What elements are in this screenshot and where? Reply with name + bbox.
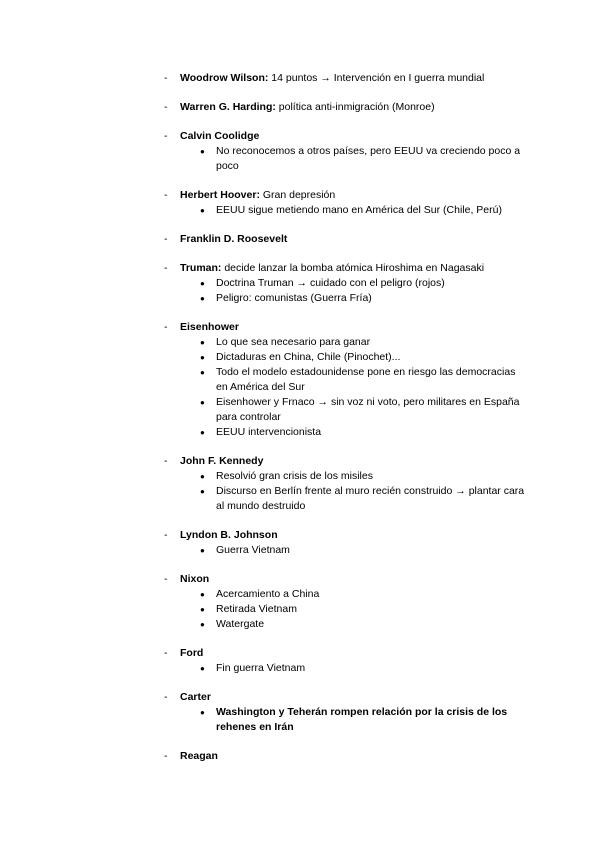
bullet-list bbox=[0, 587, 600, 632]
president-heading bbox=[0, 572, 600, 587]
bullet-text: Acercamiento a China bbox=[216, 588, 320, 600]
bullet-icon: ● bbox=[200, 472, 205, 481]
president-entry bbox=[0, 320, 600, 440]
bullet-icon: ● bbox=[200, 206, 205, 215]
president-list bbox=[0, 71, 600, 778]
bullet-list bbox=[0, 705, 600, 735]
president-entry bbox=[0, 188, 600, 218]
bullet-icon: ● bbox=[200, 664, 205, 673]
bullet-list bbox=[0, 276, 600, 306]
bullet-list bbox=[0, 543, 600, 558]
list-dash-marker: - bbox=[164, 101, 168, 113]
president-name: Lyndon B. Johnson bbox=[180, 529, 278, 541]
president-entry bbox=[0, 100, 600, 115]
president-description: decide lanzar la bomba atómica Hiroshima en Nagasaki bbox=[221, 262, 485, 274]
list-dash-marker: - bbox=[164, 455, 168, 467]
president-heading bbox=[0, 690, 600, 705]
bullet-list bbox=[0, 203, 600, 218]
bullet-text: Eisenhower y Frnaco → sin voz ni voto, pero militares en España para controlar bbox=[216, 396, 520, 423]
list-dash-marker: - bbox=[164, 647, 168, 659]
bullet-icon: ● bbox=[200, 428, 205, 437]
bullet-icon: ● bbox=[200, 338, 205, 347]
president-name: Nixon bbox=[180, 573, 210, 585]
president-heading bbox=[0, 646, 600, 661]
president-name: Calvin Coolidge bbox=[180, 130, 260, 142]
president-heading bbox=[0, 188, 600, 203]
president-description: política anti-inmigración (Monroe) bbox=[275, 101, 435, 113]
president-heading bbox=[0, 129, 600, 144]
president-heading bbox=[0, 232, 600, 247]
president-heading bbox=[0, 320, 600, 335]
bullet-text: EEUU intervencionista bbox=[216, 426, 322, 438]
bullet-text: Guerra Vietnam bbox=[216, 544, 290, 556]
bullet-icon: ● bbox=[200, 368, 205, 377]
president-name: Herbert Hoover: bbox=[180, 189, 260, 201]
president-entry bbox=[0, 71, 600, 86]
bullet-icon: ● bbox=[200, 708, 205, 717]
bullet-text: Peligro: comunistas (Guerra Fría) bbox=[216, 292, 372, 304]
president-name: Warren G. Harding: bbox=[180, 101, 276, 113]
bullet-text: Discurso en Berlín frente al muro recién construido → plantar cara al mundo destruido bbox=[216, 485, 525, 512]
bullet-icon: ● bbox=[200, 605, 205, 614]
bullet-item bbox=[0, 543, 600, 558]
bullet-text: Watergate bbox=[216, 618, 265, 630]
bullet-text: Todo el modelo estadounidense pone en riesgo las democracias en América del Sur bbox=[216, 366, 516, 393]
bullet-item bbox=[0, 484, 600, 514]
bullet-icon: ● bbox=[200, 294, 205, 303]
bullet-text: Fin guerra Vietnam bbox=[216, 662, 306, 674]
president-entry bbox=[0, 454, 600, 514]
list-dash-marker: - bbox=[164, 262, 168, 274]
bullet-item bbox=[0, 365, 600, 395]
president-heading bbox=[0, 454, 600, 469]
bullet-item bbox=[0, 276, 600, 291]
bullet-list bbox=[0, 335, 600, 440]
bullet-text: Dictaduras en China, Chile (Pinochet)... bbox=[216, 351, 401, 363]
bullet-icon: ● bbox=[200, 353, 205, 362]
bullet-item bbox=[0, 587, 600, 602]
bullet-item bbox=[0, 617, 600, 632]
bullet-icon: ● bbox=[200, 620, 205, 629]
president-name: Eisenhower bbox=[180, 321, 239, 333]
bullet-text: Retirada Vietnam bbox=[216, 603, 297, 615]
president-name: Woodrow Wilson: bbox=[180, 72, 269, 84]
bullet-item bbox=[0, 661, 600, 676]
president-description: 14 puntos → Intervención en I guerra mundial bbox=[268, 72, 485, 84]
list-dash-marker: - bbox=[164, 691, 168, 703]
bullet-item bbox=[0, 602, 600, 617]
president-name: Reagan bbox=[180, 750, 218, 762]
president-entry bbox=[0, 646, 600, 676]
bullet-text: Resolvió gran crisis de los misiles bbox=[216, 470, 373, 482]
list-dash-marker: - bbox=[164, 233, 168, 245]
bullet-text: Lo que sea necesario para ganar bbox=[216, 336, 371, 348]
bullet-icon: ● bbox=[200, 487, 205, 496]
bullet-item bbox=[0, 425, 600, 440]
president-entry bbox=[0, 572, 600, 632]
bullet-item bbox=[0, 469, 600, 484]
list-dash-marker: - bbox=[164, 750, 168, 762]
president-name: Franklin D. Roosevelt bbox=[180, 233, 288, 245]
president-name: Carter bbox=[180, 691, 211, 703]
bullet-icon: ● bbox=[200, 546, 205, 555]
president-entry bbox=[0, 528, 600, 558]
president-entry bbox=[0, 261, 600, 306]
president-entry bbox=[0, 749, 600, 764]
bullet-icon: ● bbox=[200, 147, 205, 156]
bullet-item bbox=[0, 395, 600, 425]
bullet-text: Washington y Teherán rompen relación por la crisis de los rehenes en Irán bbox=[216, 706, 508, 733]
bullet-item bbox=[0, 705, 600, 735]
list-dash-marker: - bbox=[164, 573, 168, 585]
president-heading bbox=[0, 261, 600, 276]
bullet-list bbox=[0, 469, 600, 514]
bullet-icon: ● bbox=[200, 279, 205, 288]
president-heading bbox=[0, 749, 600, 764]
bullet-icon: ● bbox=[200, 590, 205, 599]
president-name: Ford bbox=[180, 647, 204, 659]
president-heading bbox=[0, 71, 600, 86]
list-dash-marker: - bbox=[164, 189, 168, 201]
bullet-list bbox=[0, 661, 600, 676]
president-description: Gran depresión bbox=[259, 189, 336, 201]
list-dash-marker: - bbox=[164, 321, 168, 333]
president-entry bbox=[0, 690, 600, 735]
bullet-item bbox=[0, 350, 600, 365]
bullet-text: Doctrina Truman → cuidado con el peligro (rojos) bbox=[216, 277, 445, 289]
president-heading bbox=[0, 100, 600, 115]
list-dash-marker: - bbox=[164, 529, 168, 541]
bullet-item bbox=[0, 335, 600, 350]
president-name: Truman: bbox=[180, 262, 222, 274]
president-entry bbox=[0, 129, 600, 174]
list-dash-marker: - bbox=[164, 72, 168, 84]
bullet-list bbox=[0, 144, 600, 174]
bullet-item bbox=[0, 291, 600, 306]
list-dash-marker: - bbox=[164, 130, 168, 142]
president-name: John F. Kennedy bbox=[180, 455, 264, 467]
bullet-item bbox=[0, 203, 600, 218]
bullet-text: EEUU sigue metiendo mano en América del Sur (Chile, Perú) bbox=[216, 204, 502, 216]
bullet-item bbox=[0, 144, 600, 174]
president-heading bbox=[0, 528, 600, 543]
president-entry bbox=[0, 232, 600, 247]
bullet-icon: ● bbox=[200, 398, 205, 407]
bullet-text: No reconocemos a otros países, pero EEUU va creciendo poco a poco bbox=[216, 145, 521, 172]
